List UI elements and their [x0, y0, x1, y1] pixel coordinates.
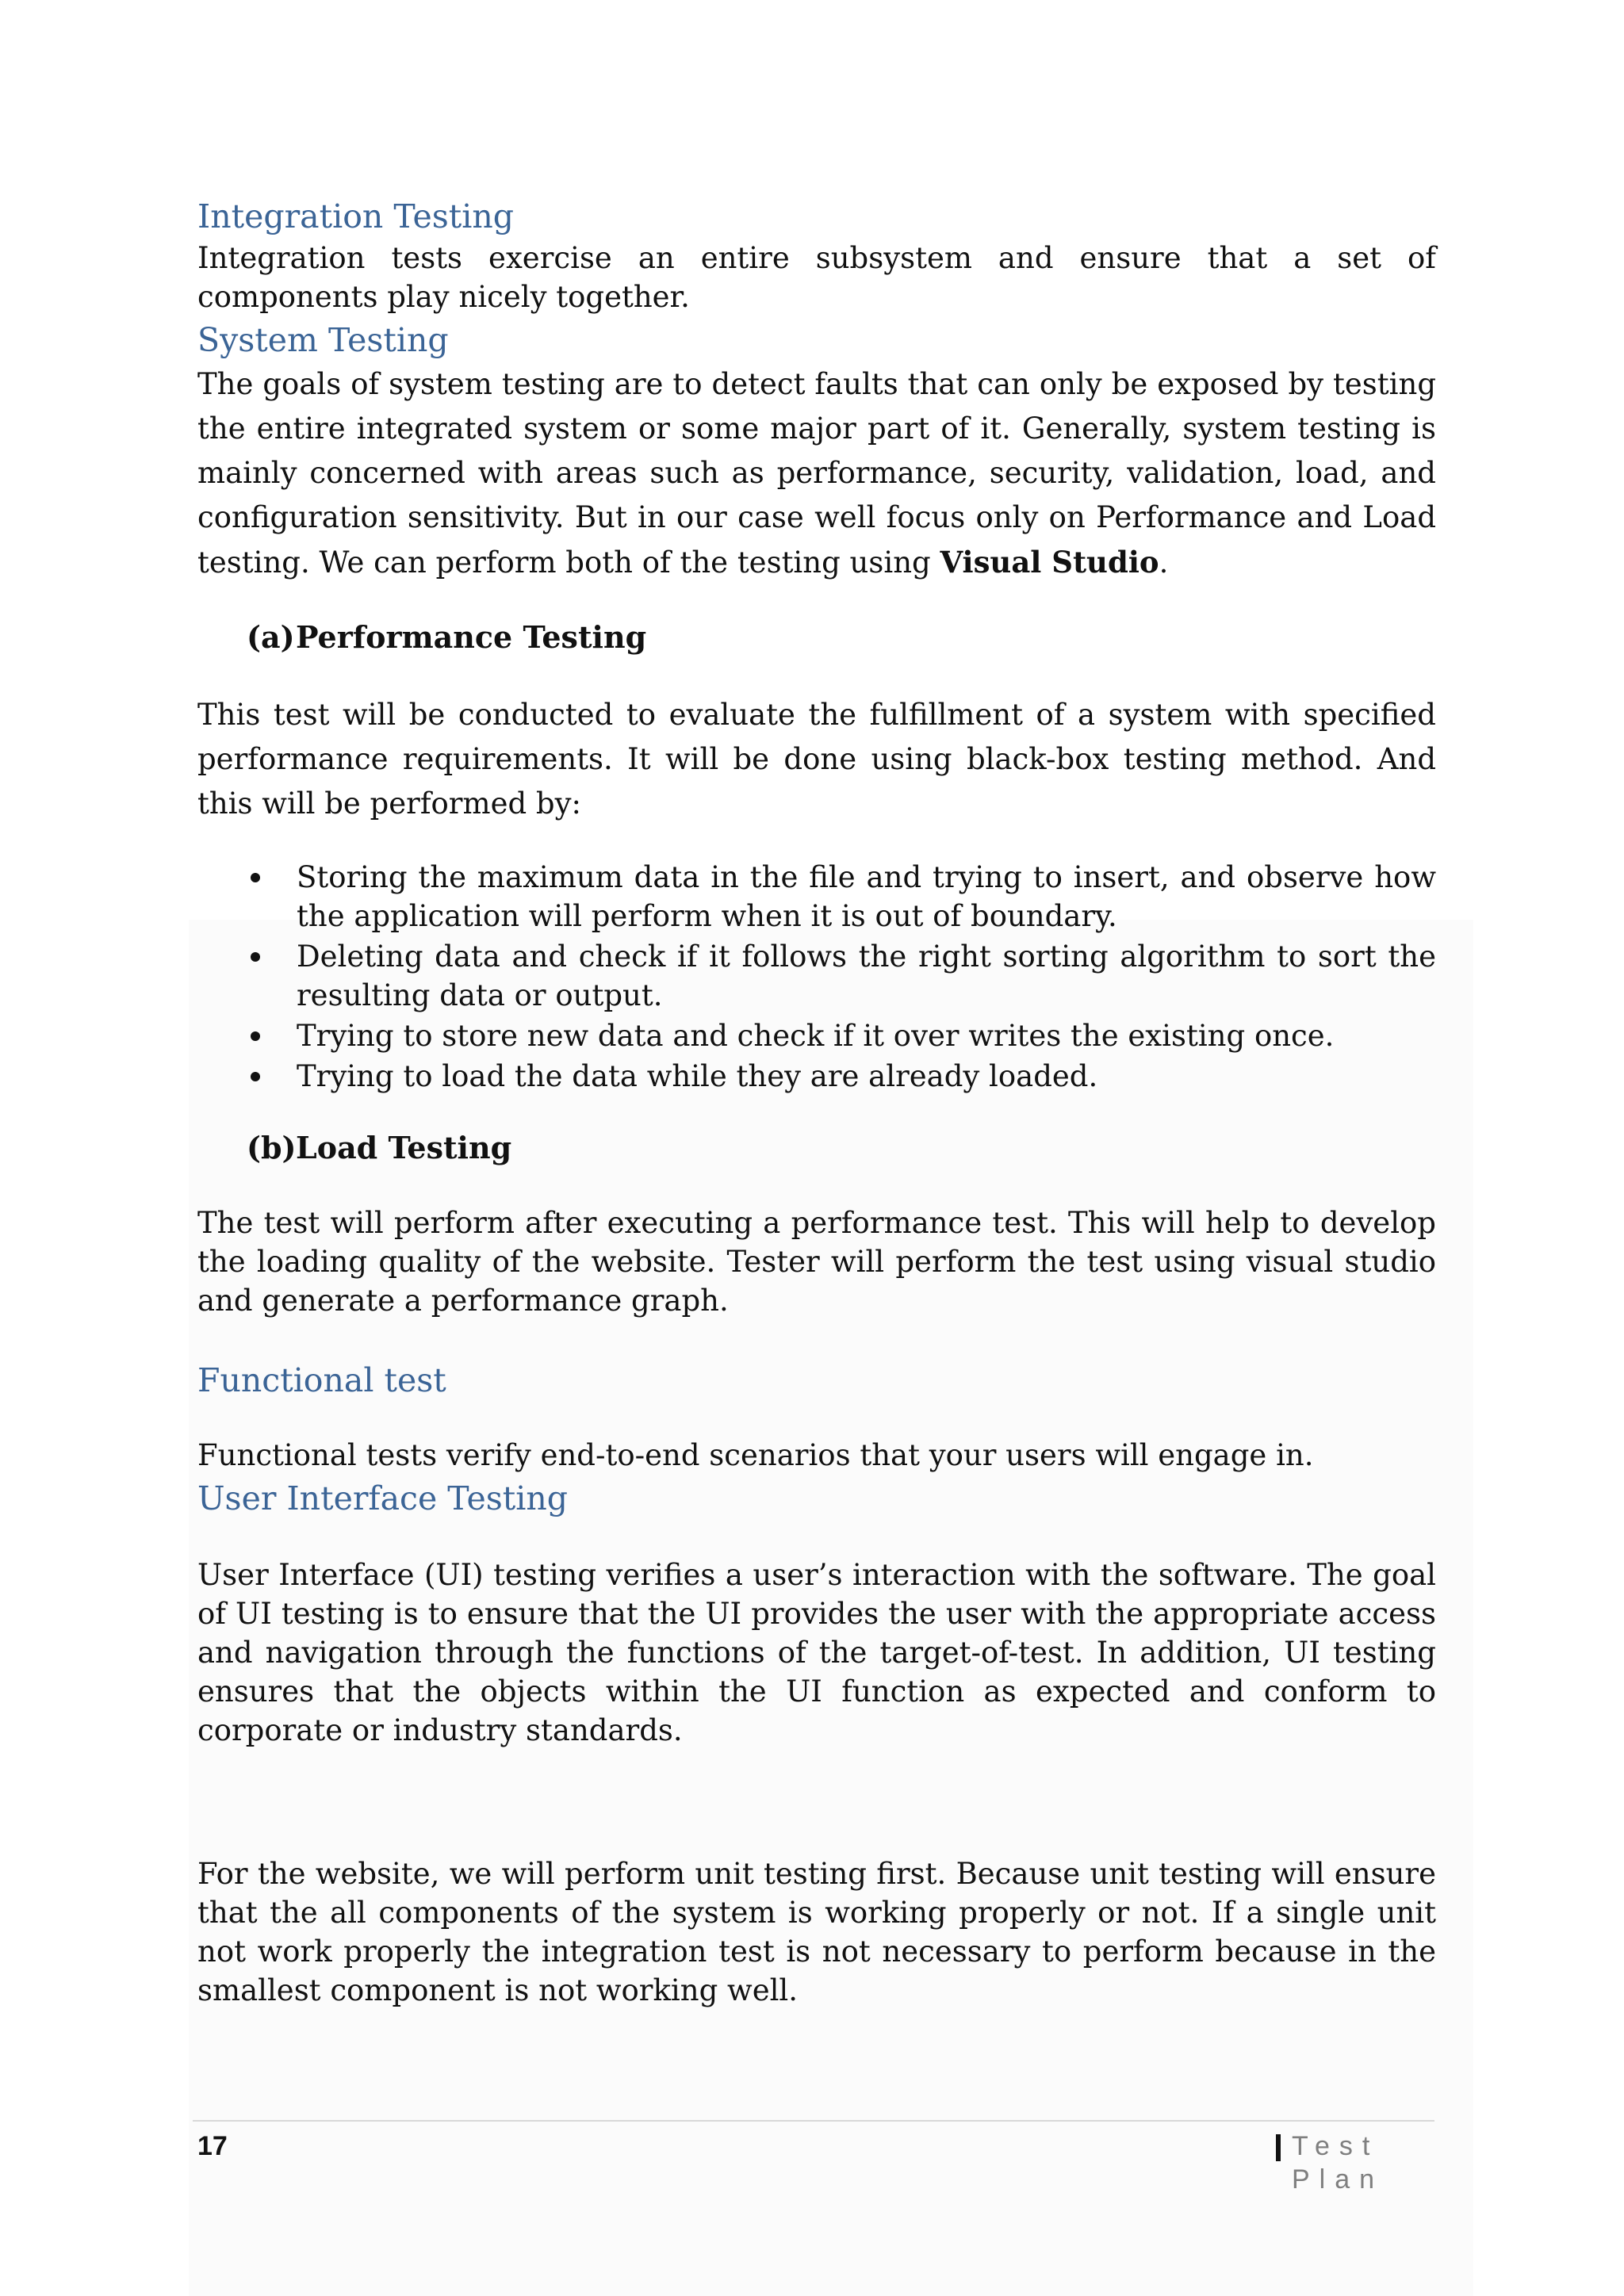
- list-item-text: Trying to load the data while they are already loaded.: [297, 1059, 1098, 1093]
- list-item-text: Trying to store new data and check if it over writes the existing once.: [297, 1019, 1335, 1053]
- subheading-text: Load Testing: [296, 1130, 512, 1165]
- heading-system-testing: System Testing: [197, 321, 449, 359]
- paragraph-performance-testing: This test will be conducted to evaluate the fulfillment of a system with specified performance requirements. It will be done using black-box testing method. And this will be performed by:: [197, 698, 1436, 821]
- paragraph-system-testing: [197, 362, 1436, 585]
- system-text-end: .: [1159, 545, 1169, 580]
- list-item: [297, 1057, 1436, 1096]
- performance-bullet-list: [197, 858, 1436, 1096]
- paragraph-closing: For the website, we will perform unit testing first. Because unit testing will ensure that the all components of the system is working properly or not. If a single unit not work properly the integration test is not necessary to perform because in the smallest component is not working well.: [197, 1857, 1436, 2007]
- paragraph-user-interface-testing: User Interface (UI) testing verifies a user’s interaction with the software. The goal of UI testing is to ensure that the UI provides the user with the appropriate access and navigation through the functions of the target-of-test. In addition, UI testing ensures that the objects within the UI function as expected and conform to corporate or industry standards.: [197, 1558, 1436, 1747]
- system-bold-text: Visual Studio: [940, 545, 1159, 580]
- subheading-label: (b): [247, 1130, 297, 1165]
- bullet-icon: [251, 952, 260, 962]
- subheading-performance-testing: [247, 617, 1436, 658]
- heading-user-interface-testing: User Interface Testing: [197, 1479, 569, 1517]
- subheading-label: (a): [247, 619, 295, 655]
- list-item: [297, 937, 1436, 1015]
- paragraph-load-testing: The test will perform after executing a performance test. This will help to develop the loading quality of the website. Tester will perform the test using visual studio and generate a performance graph.: [197, 1206, 1436, 1318]
- footer-separator-bar: [1276, 2134, 1281, 2161]
- bullet-icon: [251, 1031, 260, 1041]
- heading-functional-test: Functional test: [197, 1361, 446, 1399]
- page-footer: [193, 2120, 1434, 2195]
- paragraph-functional-test: Functional tests verify end-to-end scenarios that your users will engage in.: [197, 1438, 1314, 1472]
- list-item: [297, 1016, 1436, 1055]
- system-text: The goals of system testing are to detect faults that can only be exposed by testing the entire integrated system or some major part of it. Generally, system testing is mainly concerned with areas such as performance, security, validation, load, and configuration sensitivity. But in our case well focus only on Performance and Load testing. We can perform both of the testing using: [197, 367, 1436, 580]
- subheading-load-testing: [247, 1127, 1436, 1169]
- bullet-icon: [251, 873, 260, 882]
- page-content: [197, 194, 1436, 2010]
- list-item: [297, 858, 1436, 936]
- heading-integration-testing: Integration Testing: [197, 197, 515, 235]
- list-item-text: Storing the maximum data in the file and trying to insert, and observe how the application will perform when it is out of boundary.: [297, 860, 1436, 933]
- list-item-text: Deleting data and check if it follows the right sorting algorithm to sort the resulting data or output.: [297, 939, 1436, 1012]
- footer-divider: [193, 2120, 1434, 2122]
- paragraph-integration-testing: Integration tests exercise an entire subsystem and ensure that a set of components play nicely together.: [197, 241, 1436, 314]
- subheading-text: Performance Testing: [296, 619, 647, 655]
- bullet-icon: [251, 1072, 260, 1081]
- document-title: Test Plan: [1292, 2131, 1385, 2195]
- page-number: 17: [197, 2131, 228, 2161]
